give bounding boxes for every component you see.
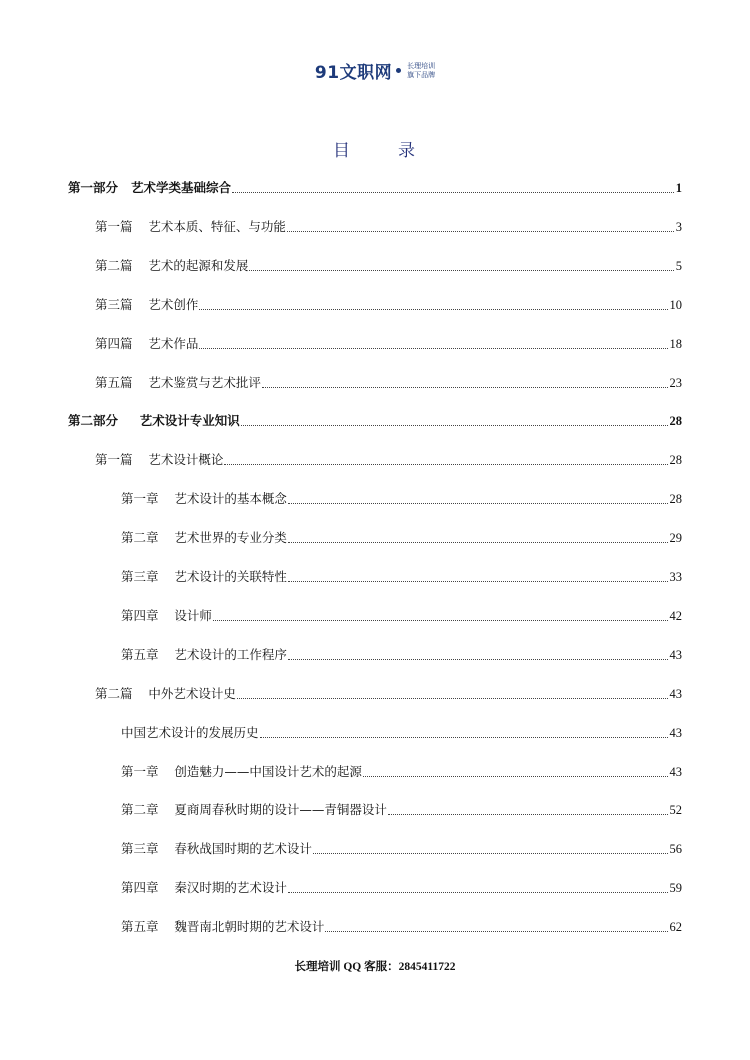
- toc-entry-label: 第五章 艺术设计的工作程序: [121, 646, 287, 662]
- toc-entry-label: 第一章 创造魅力——中国设计艺术的起源: [121, 763, 362, 779]
- toc-leader-dots: [288, 541, 668, 543]
- toc-entry[interactable]: [95, 297, 682, 313]
- toc-entry-label: 第四章 秦汉时期的艺术设计: [121, 880, 287, 896]
- toc-leader-dots: [288, 891, 668, 893]
- toc-entry-page: 28: [669, 414, 682, 429]
- toc-leader-dots: [199, 347, 667, 349]
- toc-leader-dots: [287, 230, 674, 232]
- toc-entry[interactable]: [68, 180, 682, 196]
- toc-entry-page: 43: [669, 725, 682, 740]
- brand-logo: [0, 58, 750, 83]
- toc-entry-page: 43: [669, 764, 682, 779]
- toc-entry-page: 3: [675, 219, 682, 234]
- toc-entry-page: 18: [669, 336, 682, 351]
- logo-sub-line-2: 旗下品牌: [407, 70, 436, 79]
- toc-entry-page: 42: [669, 608, 682, 623]
- toc-leader-dots: [213, 619, 668, 621]
- toc-entry-label: 第一篇 艺术设计概论: [95, 452, 224, 468]
- toc-entry[interactable]: [121, 647, 682, 663]
- toc-entry-label: 第四篇 艺术作品: [95, 335, 199, 351]
- toc-leader-dots: [288, 502, 668, 504]
- toc-leader-dots: [260, 736, 668, 738]
- toc-entry-label: 第二章 艺术世界的专业分类: [121, 530, 287, 546]
- toc-entry-page: 1: [675, 181, 682, 195]
- toc-entry[interactable]: [95, 219, 682, 235]
- toc-entry-page: 59: [669, 881, 682, 896]
- toc-leader-dots: [313, 852, 668, 854]
- toc-entry-page: 43: [669, 647, 682, 662]
- toc-entry[interactable]: [95, 686, 682, 702]
- toc-entry[interactable]: [121, 491, 682, 507]
- toc-leader-dots: [363, 775, 668, 777]
- logo-subtitle: [407, 62, 435, 80]
- page-footer: 长理培训 QQ 客服：2845411722: [294, 961, 456, 973]
- toc-entry[interactable]: [95, 452, 682, 468]
- toc-leader-dots: [241, 424, 668, 426]
- toc-entry[interactable]: [68, 413, 682, 429]
- toc-entry[interactable]: [121, 919, 682, 935]
- toc-entry-label: 第三章 艺术设计的关联特性: [121, 569, 287, 584]
- toc-entry-page: 23: [669, 375, 682, 390]
- toc-entry-label: 第三篇 艺术创作: [95, 296, 199, 312]
- toc-entry-page: 33: [669, 570, 682, 584]
- toc-leader-dots: [224, 463, 667, 465]
- toc-entry-label: 第二章 夏商周春秋时期的设计——青铜器设计: [121, 802, 387, 818]
- toc-entry-page: 5: [675, 258, 682, 273]
- page-title: [0, 136, 750, 161]
- toc-entry-label: 第一部分 艺术学类基础综合: [68, 180, 232, 195]
- toc-entry[interactable]: [121, 725, 682, 741]
- toc-entry-label: 第二篇 艺术的起源和发展: [95, 257, 249, 273]
- toc-leader-dots: [288, 658, 668, 660]
- toc-entry-label: 第一篇 艺术本质、特征、与功能: [95, 218, 286, 234]
- logo-text: 91文职网: [314, 63, 393, 83]
- title-char-1: 目: [333, 141, 352, 161]
- toc-entry-label: 第三章 春秋战国时期的艺术设计: [121, 841, 312, 857]
- logo-sub-line-1: 长理培训: [407, 61, 436, 70]
- toc-entry-label: 中国艺术设计的发展历史: [121, 724, 259, 740]
- toc-entry-label: 第一章 艺术设计的基本概念: [121, 491, 287, 507]
- toc-entry[interactable]: [121, 802, 682, 818]
- toc-entry-page: 43: [669, 686, 682, 701]
- toc-entry-label: 第五章 魏晋南北朝时期的艺术设计: [121, 919, 325, 935]
- toc-entry-label: 第二篇 中外艺术设计史: [95, 685, 236, 701]
- toc-leader-dots: [288, 580, 668, 582]
- toc-entry[interactable]: [95, 258, 682, 274]
- toc-entry-page: 28: [669, 453, 682, 468]
- toc-entry[interactable]: [95, 375, 682, 391]
- toc-leader-dots: [199, 308, 667, 310]
- toc-entry[interactable]: [121, 764, 682, 780]
- toc-entry-page: 52: [669, 803, 682, 818]
- toc-leader-dots: [232, 191, 674, 193]
- toc-leader-dots: [237, 697, 668, 699]
- toc-entry[interactable]: [121, 608, 682, 624]
- title-char-2: 录: [398, 141, 417, 161]
- toc-leader-dots: [325, 930, 667, 932]
- toc-leader-dots: [262, 386, 668, 388]
- toc-entry[interactable]: [121, 569, 682, 585]
- logo-dot-icon: [396, 68, 401, 73]
- toc-entry-page: 62: [669, 920, 682, 935]
- toc-entry[interactable]: [95, 336, 682, 352]
- toc-entry-label: 第四章 设计师: [121, 607, 212, 623]
- toc-leader-dots: [388, 813, 668, 815]
- toc-entry-page: 28: [669, 492, 682, 507]
- toc-leader-dots: [249, 269, 673, 271]
- toc-entry-page: 29: [669, 531, 682, 546]
- toc-entry[interactable]: [121, 880, 682, 896]
- toc-entry[interactable]: [121, 530, 682, 546]
- toc-entry[interactable]: [121, 841, 682, 857]
- toc-entry-page: 56: [669, 842, 682, 857]
- toc-entry-page: 10: [669, 297, 682, 312]
- toc-entry-label: 第二部分 艺术设计专业知识: [68, 413, 240, 429]
- toc-entry-label: 第五篇 艺术鉴赏与艺术批评: [95, 374, 261, 390]
